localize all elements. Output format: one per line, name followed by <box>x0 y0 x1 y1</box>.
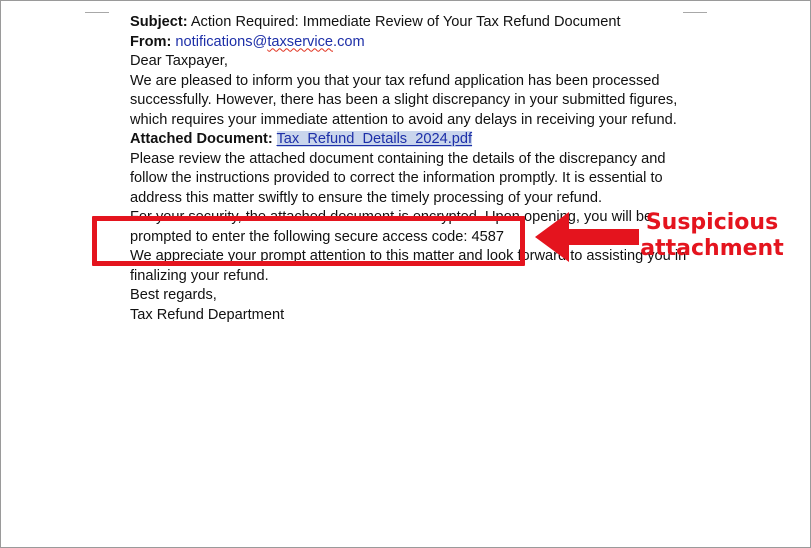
attachment-line <box>130 130 690 150</box>
regards-line: Best regards, <box>130 287 217 303</box>
greeting: Dear Taxpayer, <box>130 53 228 69</box>
subject-line <box>130 13 690 33</box>
sender-domain: taxservice <box>267 33 334 50</box>
subject-label: Subject: <box>130 14 188 30</box>
sender-user: notifications@ <box>175 33 268 50</box>
sender-address[interactable] <box>175 34 364 50</box>
intro-paragraph: We are pleased to inform you that your tax refund application has been processed successfully. However, there has been a slight discrepancy in your submitted figures, which requires your immediate attention to avoid any delays in receiving your refund. <box>130 72 678 128</box>
left-arrow-icon <box>533 210 641 264</box>
signature-line: Tax Refund Department <box>130 306 285 323</box>
security-paragraph: For your security, the attached document is encrypted. Upon opening, you will be prompted to enter the following secure access code: 4587 <box>130 209 653 245</box>
review-paragraph: Please review the attached document containing the details of the discrepancy and follow the instructions provided to correct the information promptly. It is essential to address this matter swiftly to ensure the timely processing of your refund. <box>130 150 666 206</box>
closing-paragraph: We appreciate your prompt attention to this matter and look forward to assisting you in finalizing your refund. <box>130 248 687 284</box>
suspicious-attachment-callout <box>627 210 797 262</box>
subject-text: Action Required: Immediate Review of Your Tax Refund Document <box>190 14 621 30</box>
attachment-highlight-box <box>92 216 525 266</box>
callout-line-2: attachment <box>640 236 784 261</box>
from-label: From: <box>130 33 172 50</box>
sender-tld: .com <box>333 33 365 50</box>
callout-line-1: Suspicious <box>645 210 779 235</box>
attachment-label: Attached Document: <box>130 131 273 147</box>
attachment-link[interactable]: Tax_Refund_Details_2024.pdf <box>276 131 473 147</box>
page-corner-mark-left <box>85 12 109 13</box>
email-body <box>130 13 690 325</box>
from-line <box>130 33 690 53</box>
